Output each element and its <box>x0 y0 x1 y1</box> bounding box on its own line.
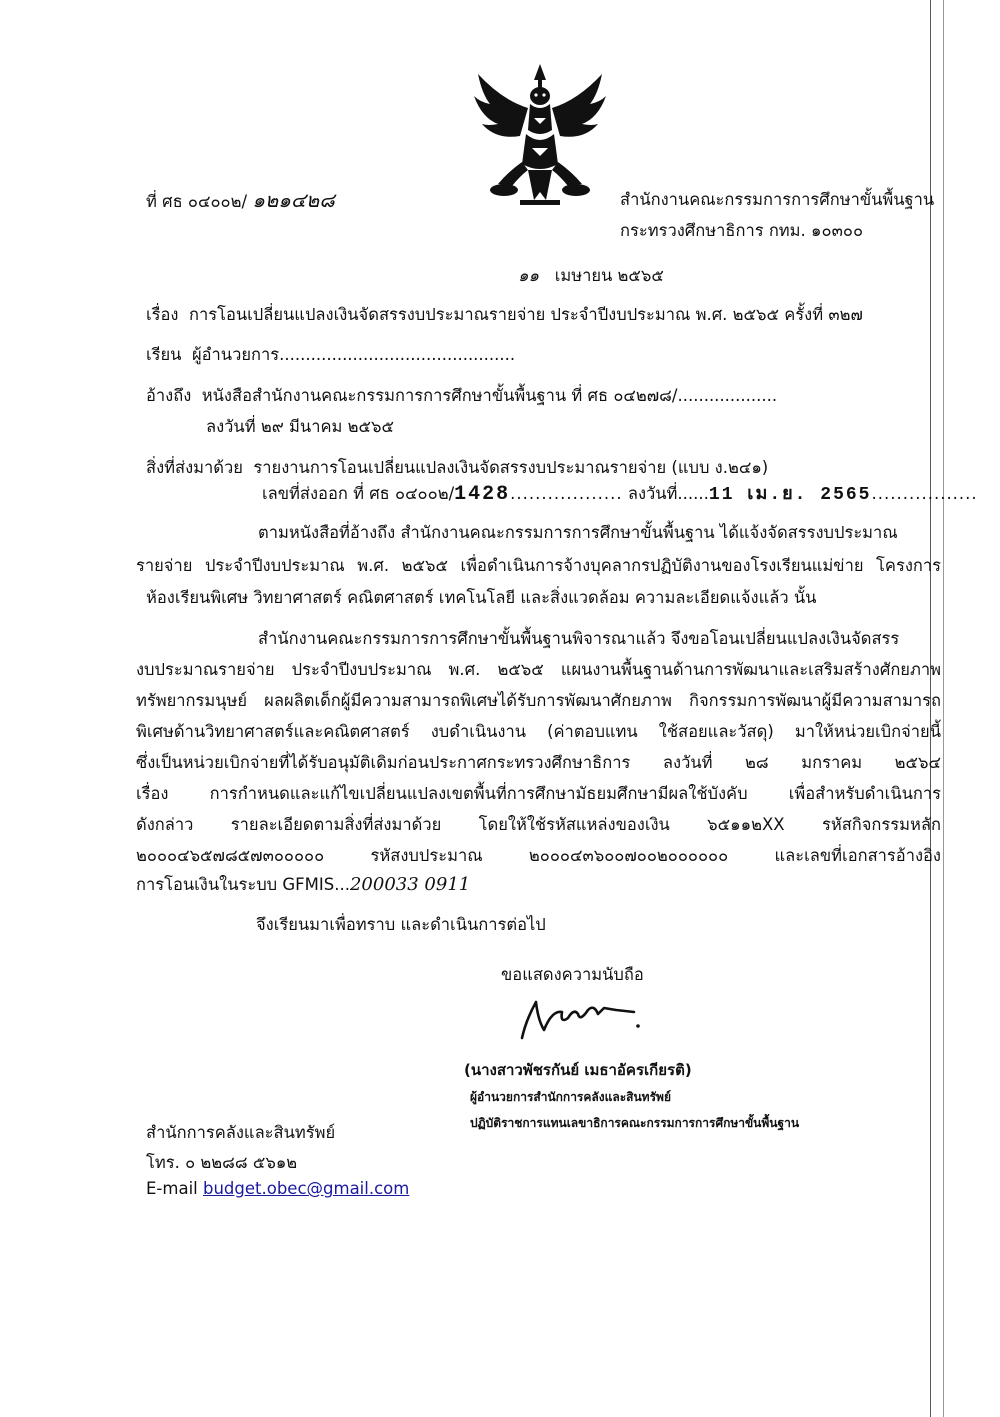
enclosure-text: รายงานการโอนเปลี่ยนแปลงเงินจัดสรรงบประมาณรายจ่าย (แบบ ง.๒๔๑) <box>253 458 769 477</box>
salutation-line <box>146 342 515 368</box>
sign-off: ขอแสดงความนับถือ <box>501 965 644 984</box>
paragraph-2-line-8: ๒๐๐๐๔๖๕๗๘๕๗๓๐๐๐๐๐ รหัสงบประมาณ ๒๐๐๐๔๓๖๐๐๗๐๐๒๐๐๐๐๐๐ และเลขที่เอกสารอ้างอิง <box>136 846 941 865</box>
date-month-year: เมษายน ๒๕๖๕ <box>554 266 664 285</box>
enclosure-out-label: เลขที่ส่งออก ที่ ศธ ๐๔๐๐๒/ <box>262 484 455 503</box>
signature-icon <box>516 990 646 1045</box>
paragraph-2-line-3: ทรัพยากรมนุษย์ ผลผลิตเด็กผู้มีความสามารถพิเศษได้รับการพัฒนาศักยภาพ กิจกรรมการพัฒนาผู้มีความสามารถ <box>136 691 941 710</box>
footer-email-link[interactable]: budget.obec@gmail.com <box>202 1179 410 1198</box>
enclosure-date-label: ลงวันที่ <box>627 484 678 503</box>
paragraph-2-line-5: ซึ่งเป็นหน่วยเบิกจ่ายที่ได้รับอนุมัติเดิมก่อนประกาศกระทรวงศึกษาธิการ ลงวันที่ ๒๘ มกราคม ๒๕๖๔ <box>136 753 941 772</box>
paragraph-2-line-2: งบประมาณรายจ่าย ประจำปีงบประมาณ พ.ศ. ๒๕๖๕ แผนงานพื้นฐานด้านการพัฒนาและเสริมสร้างศักยภาพ <box>136 660 941 679</box>
sender-org: สำนักงานคณะกรรมการการศึกษาขั้นพื้นฐาน <box>620 190 935 209</box>
subject-line <box>146 302 863 328</box>
paragraph-2-line-6: เรื่อง การกำหนดและแก้ไขเปลี่ยนแปลงเขตพื้นที่การศึกษามัธยมศึกษามีผลใช้บังคับ เพื่อสำหรับดำเนินการ <box>136 784 941 803</box>
enclosure-date-stamp: 11 เม.ย. 2565 <box>708 485 872 505</box>
date-day-handwritten: ๑๑ <box>518 266 539 285</box>
paragraph-1-line-1: ตามหนังสือที่อ้างถึง สำนักงานคณะกรรมการการศึกษาขั้นพื้นฐาน ได้แจ้งจัดสรรงบประมาณ <box>258 523 898 542</box>
enclosure-dots-3: ................. <box>871 484 978 503</box>
footer-phone: โทร. ๐ ๒๒๘๘ ๕๖๑๒ <box>146 1153 298 1172</box>
gfmis-handwritten: 200033 0911 <box>349 874 471 895</box>
enclosure-label: สิ่งที่ส่งมาด้วย <box>146 458 243 477</box>
to-text: ผู้อำนวยการ............................................. <box>191 345 516 364</box>
closing-line: จึงเรียนมาเพื่อทราบ และดำเนินการต่อไป <box>256 915 546 934</box>
footer-email-line <box>146 1179 409 1198</box>
signer-name: (นางสาวพัชรกันย์ เมธาอัครเกียรติ) <box>464 1061 692 1079</box>
paragraph-2-line-7: ดังกล่าว รายละเอียดตามสิ่งที่ส่งมาด้วย โดยให้ใช้รหัสแหล่งของเงิน ๖๕๑๑๒XX รหัสกิจกรรมหลัก <box>136 815 941 834</box>
enclosure-out-stamp: 1428 <box>454 483 511 506</box>
garuda-emblem-icon <box>468 60 612 210</box>
paragraph-2-line-1: สำนักงานคณะกรรมการการศึกษาขั้นพื้นฐานพิจารณาแล้ว จึงขอโอนเปลี่ยนแปลงเงินจัดสรร <box>258 629 900 648</box>
signer-title-1: ผู้อำนวยการสำนักการคลังและสินทรัพย์ <box>470 1090 671 1104</box>
subject-label: เรื่อง <box>146 305 179 324</box>
letter-date <box>518 263 664 289</box>
sender-address: กระทรวงศึกษาธิการ กทม. ๑๐๓๐๐ <box>620 221 864 240</box>
paragraph-2-line-4: พิเศษด้านวิทยาศาสตร์และคณิตศาสตร์ งบดำเนินงาน (ค่าตอบแทน ใช้สอยและวัสดุ) มาให้หน่วยเบิกจ่ายนี้ <box>136 722 941 741</box>
ref-number-printed: ที่ ศธ ๐๔๐๐๒/ <box>146 192 253 211</box>
scan-edge-line-2 <box>943 0 944 1417</box>
ref-number-handwritten: ๑๒๑๔๒๘ <box>252 188 335 212</box>
enclosure-dots-1: .................. <box>510 484 623 503</box>
reference-text: หนังสือสำนักงานคณะกรรมการการศึกษาขั้นพื้นฐาน ที่ ศธ ๐๔๒๗๘/................... <box>201 386 778 405</box>
ref-number <box>146 184 335 216</box>
subject-text: การโอนเปลี่ยนแปลงเงินจัดสรรงบประมาณรายจ่าย ประจำปีงบประมาณ พ.ศ. ๒๕๖๕ ครั้งที่ ๓๒๗ <box>188 305 863 324</box>
signer-title-2: ปฏิบัติราชการแทนเลขาธิการคณะกรรมการการศึกษาขั้นพื้นฐาน <box>470 1116 800 1130</box>
footer-email-label: E-mail <box>146 1179 203 1198</box>
enclosure-dots-2: ...... <box>677 484 709 503</box>
gfmis-prefix: การโอนเงินในระบบ GFMIS... <box>136 875 350 894</box>
paragraph-2-line-9 <box>136 872 470 898</box>
enclosure-line-2 <box>262 478 978 507</box>
reference-line-1 <box>146 383 777 409</box>
reference-line-2: ลงวันที่ ๒๙ มีนาคม ๒๕๖๕ <box>206 417 394 436</box>
paragraph-1-line-3: ห้องเรียนพิเศษ วิทยาศาสตร์ คณิตศาสตร์ เทคโนโลยี และสิ่งแวดล้อม ความละเอียดแจ้งแล้ว นั้น <box>146 588 817 607</box>
reference-label: อ้างถึง <box>146 386 192 405</box>
paragraph-1-line-2: รายจ่าย ประจำปีงบประมาณ พ.ศ. ๒๕๖๕ เพื่อดำเนินการจ้างบุคลากรปฏิบัติงานของโรงเรียนแม่ข่าย โครงการ <box>136 556 941 575</box>
to-label: เรียน <box>146 345 182 364</box>
footer-office: สำนักการคลังและสินทรัพย์ <box>146 1123 336 1142</box>
